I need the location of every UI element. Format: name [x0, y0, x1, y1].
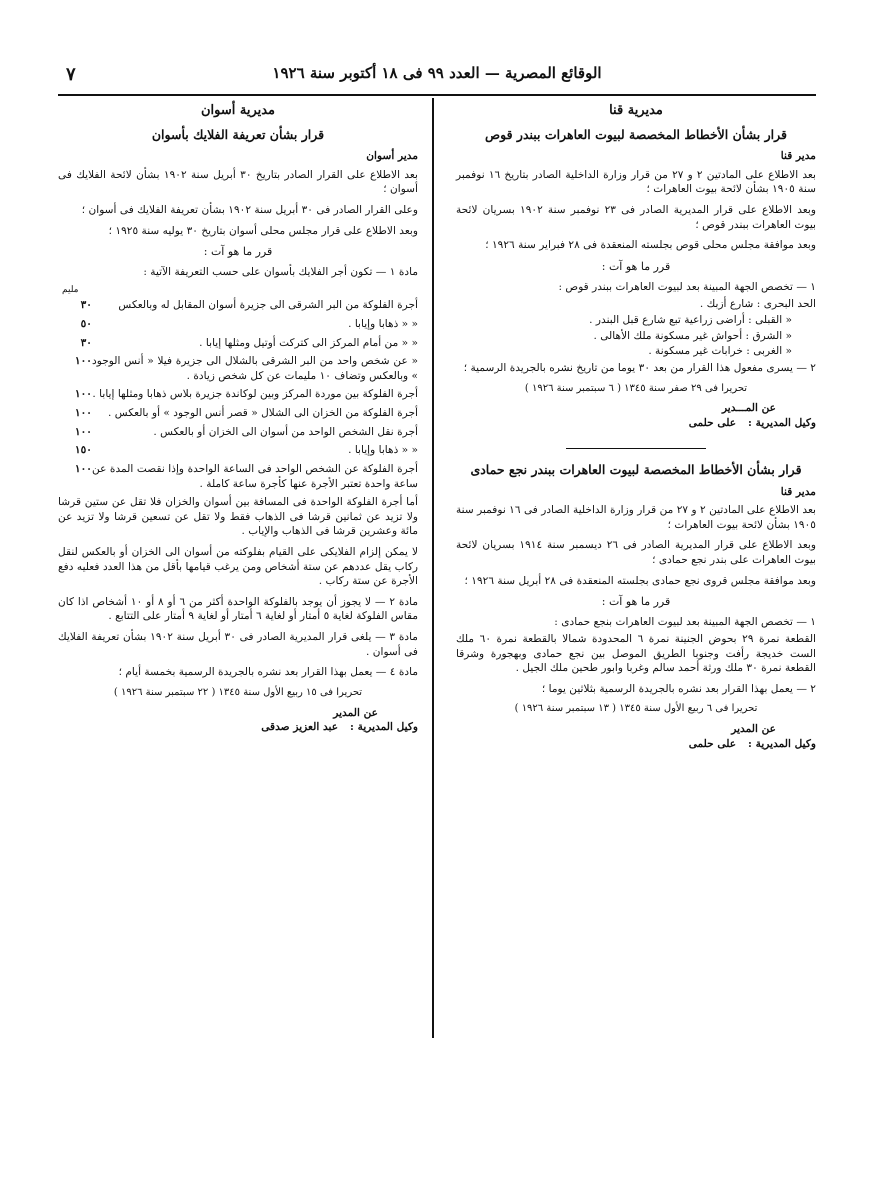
decree1-signature [456, 401, 816, 430]
right-column [456, 102, 816, 759]
tariff-row [58, 317, 418, 332]
decree1-preamble-2: وبعد الاطلاع على قرار المديرية الصادر فى ٢٣ نوفمبر سنة ١٩٠٢ بسريان لائحة بيوت العاهرات ببندر قوص ؛ [456, 204, 816, 231]
tariff-row [58, 298, 418, 313]
decree2-preamble-3: وبعد موافقة مجلس قروى نجع حمادى بجلسته المنعقدة فى ٢٨ أبريل سنة ١٩٢٦ ؛ [464, 574, 816, 587]
aswan-decree-title: قرار بشأن تعريفة الفلايك بأسوان [151, 126, 325, 142]
tariff-desc: أجرة الفلوكة عن الشخص الواحد فى الساعة الواحدة وإذا نقصت المدة عن ساعة واحدة تعتبر الأجرة عنها كأجرة ساعة كاملة . [92, 462, 418, 490]
tariff-price: ١٥٠ [74, 444, 92, 457]
aswan-article4: مادة ٤ — يعمل بهذا القرار بعد نشره بالجريدة الرسمية بخمسة أيام ؛ [118, 666, 418, 679]
column-divider [432, 98, 434, 1038]
tariff-desc: أجرة نقل الشخص الواحد من أسوان الى الخزان أو بالعكس . [153, 425, 418, 438]
decree1-title: قرار بشأن الأخطاط المخصصة لبيوت العاهرات ببندر قوص [485, 126, 787, 142]
aswan-para2: لا يمكن إلزام الفلايكى على القيام بفلوكته من أسوان الى الخزان أو بالعكس لنقل ركاب يقل عددهم عن ستة أشخاص ومن يرغب قيامها بأقل من هذا العدد فعليه دفع الأجرة عن ستة ركاب . [58, 545, 418, 588]
decree-separator [456, 439, 816, 454]
decree1-sig-role: وكيل المديرية : [748, 417, 816, 430]
decree2-title: قرار بشأن الأخطاط المخصصة لبيوت العاهرات ببندر نجع حمادى [470, 462, 802, 478]
aswan-article3: مادة ٣ — يلغى قرار المديرية الصادر فى ٣٠ أبريل سنة ١٩٠٢ بشأن تعريفة الفلايك فى أسوان . [58, 631, 418, 658]
aswan-date: تحريرا فى ١٥ ربيع الأول سنة ١٣٤٥ ( ٢٢ سبتمبر سنة ١٩٢٦ ) [113, 686, 363, 698]
left-column [58, 102, 418, 743]
tariff-desc: أجرة الفلوكة بين موردة المركز وبين لوكاندة جزيرة بلاس ذهابا ومثلها إيابا . [92, 388, 418, 401]
aswan-sig-name: عبد العزيز صدقى [261, 721, 339, 734]
aswan-decree-issuer: مدير أسوان [366, 150, 418, 163]
aswan-para1: أما أجرة الفلوكة الواحدة فى المسافة بين أسوان والخزان فلا تقل عن ستين قرشا ولا تزيد عن ثمانين قرشا فى الذهاب فقط ولا تقل عن تسعين قرشا ولا تزيد عن مائة وعشرين قرشا فى الذهاب والإياب . [58, 496, 418, 538]
decree2-preamble-2: وبعد الاطلاع على قرار المديرية الصادر فى ٢٦ ديسمبر سنة ١٩١٤ بسريان لائحة بيوت العاهرات على بندر نجع حمادى ؛ [456, 539, 816, 566]
decree1-article2: ٢ — يسرى مفعول هذا القرار من بعد ٣٠ يوما من تاريخ نشره بالجريدة الرسمية ؛ [463, 362, 816, 375]
tariff-row [58, 462, 418, 491]
tariff-desc: « « ذهابا وإيابا . [348, 444, 418, 457]
gazette-header-title: الوقائع المصرية — العدد ٩٩ فى ١٨ أكتوبر سنة ١٩٢٦ [272, 64, 602, 82]
decree1-preamble-3: وبعد موافقة مجلس محلى قوص بجلسته المنعقدة فى ٢٨ فبراير سنة ١٩٢٦ ؛ [485, 239, 816, 252]
decree1-sig-line2 [456, 416, 816, 431]
decree2-signature [456, 722, 816, 751]
tariff-price: ٣٠ [80, 299, 92, 312]
decree2-date: تحريرا فى ٦ ربيع الأول سنة ١٣٤٥ ( ١٣ سبتمبر سنة ١٩٢٦ ) [514, 703, 758, 715]
decree2-sig-line1: عن المدير [731, 723, 776, 736]
decree1-issuer: مدير قنا [780, 150, 816, 163]
decree2-sig-line2 [456, 737, 816, 752]
directorate-title-aswan: مديرية أسوان [200, 103, 276, 118]
tariff-desc: « « ذهابا وإيابا . [348, 318, 418, 331]
tariff-desc: « عن شخص واحد من البر الشرقى بالشلال الى جزيرة فيلا « أنس الوجود » وبالعكس وتضاف ١٠ مليمات عن كل شخص زيادة . [92, 355, 418, 382]
tariff-desc: « « من أمام المركز الى كتركت أوتيل ومثلها إيابا . [199, 336, 418, 349]
tariff-desc: أجرة الفلوكة من البر الشرقى الى جزيرة أسوان المقابل له وبالعكس [118, 299, 418, 312]
tariff-row [58, 443, 418, 458]
tariff-price: ٥٠ [80, 318, 92, 331]
decree2-sig-role: وكيل المديرية : [748, 737, 816, 750]
tariff-price: ١٠٠ [74, 388, 92, 401]
decree2-issuer: مدير قنا [780, 485, 816, 498]
aswan-preamble-3: وبعد الاطلاع على قرار مجلس محلى أسوان بتاريخ ٣٠ يوليه سنة ١٩٢٥ ؛ [108, 224, 418, 237]
decree1-bound-2: « الشرق : أحواش غير مسكونة ملك الأهالى . [593, 329, 792, 342]
decree2-article1-text: القطعة نمرة ٢٩ بحوض الجنينة نمرة ٦ المحدودة شمالا بالقطعة نمرة ٦٠ ملك الست خديجة رأفت وجنوبا الطريق الموصل بين نجع حمادى وبهجورة وشرقا القطعة نمرة ٣٠ ملك ورثة أحمد سالم وغربا وابور طحين ملك الجيل . [456, 632, 816, 675]
tariff-desc: أجرة الفلوكة من الخزان الى الشلال « قصر أنس الوجود » أو بالعكس . [108, 407, 418, 420]
aswan-sig-role: وكيل المديرية : [350, 721, 418, 734]
tariff-row [58, 387, 418, 402]
tariff-price: ١٠٠ [74, 355, 92, 368]
tariff-price: ١٠٠ [74, 462, 92, 475]
tariff-price: ١٠٠ [74, 425, 92, 438]
tariff-row [58, 354, 418, 383]
header-rule [58, 94, 816, 96]
page-header [58, 62, 816, 92]
page-number: ٧ [66, 64, 76, 85]
decree2-sig-name: على حلمى [688, 737, 737, 750]
decree1-sig-line1: عن المـــدير [721, 402, 776, 415]
aswan-article2: مادة ٢ — لا يجوز أن يوجد بالفلوكة الواحدة أكثر من ٦ أو ٨ أو ١٠ أشخاص اذا كان مقاس الفلوكة لغاية ٥ أمتار أو لغاية ٦ أمتار أو لغاية ٩ أمتار على التتابع . [58, 595, 419, 623]
decree1-decides: قرر ما هو آت : [601, 259, 671, 273]
decree2-decides: قرر ما هو آت : [601, 595, 671, 609]
decree1-date: تحريرا فى ٢٩ صفر سنة ١٣٤٥ ( ٦ سبتمبر سنة ١٩٢٦ ) [524, 382, 748, 394]
aswan-signature [58, 706, 418, 735]
tariff-price: ١٠٠ [74, 407, 92, 420]
aswan-sig-line1: عن المدير [333, 706, 378, 719]
directorate-title-qena: مديرية قنا [609, 103, 663, 118]
tariff-unit: مليم [62, 285, 79, 296]
decree2-article1: ١ — تخصص الجهة المبينة بعد لبيوت العاهرات بنجع حمادى : [554, 616, 816, 629]
decree2-preamble-1: بعد الاطلاع على المادتين ٢ و ٢٧ من قرار وزارة الداخلية الصادر فى ١٦ نوفمبر سنة ١٩٠٥ بشأن لائحة بيوت العاهرات ؛ [456, 504, 816, 531]
aswan-decides: قرر ما هو آت : [203, 245, 273, 259]
tariff-row [58, 406, 418, 421]
aswan-sig-line2 [58, 720, 418, 735]
decree1-bound-3: « الغربى : خرابات غير مسكونة . [648, 345, 792, 358]
decree1-bound-1: « القبلى : أراضى زراعية تبع شارع قبل البندر . [589, 314, 792, 327]
decree1-preamble-1: بعد الاطلاع على المادتين ٢ و ٢٧ من قرار وزارة الداخلية الصادر بتاريخ ١٦ نوفمبر سنة ١٩٠٥ بشأن لائحة بيوت العاهرات ؛ [456, 168, 816, 196]
decree2-article2: ٢ — يعمل بهذا القرار بعد نشره بالجريدة الرسمية بثلاثين يوما ؛ [541, 682, 816, 695]
aswan-preamble-2: وعلى القرار الصادر فى ٣٠ أبريل سنة ١٩٠٢ بشأن تعريفة الفلايك فى أسوان ؛ [81, 204, 418, 217]
aswan-preamble-1: بعد الاطلاع على القرار الصادر بتاريخ ٣٠ أبريل سنة ١٩٠٢ بشأن لائحة الفلايك فى أسوان ؛ [58, 168, 418, 196]
tariff-row [58, 425, 418, 440]
aswan-article1: مادة ١ — تكون أجر الفلايك بأسوان على حسب التعريفة الآتية : [143, 266, 418, 279]
gazette-page [58, 40, 816, 1000]
decree1-article1: ١ — تخصص الجهة المبينة بعد لبيوت العاهرات ببندر قوص : [558, 281, 816, 294]
decree1-sig-name: على حلمى [688, 417, 737, 430]
tariff-row [58, 336, 418, 351]
tariff-price: ٣٠ [80, 336, 92, 349]
tariff-table [58, 284, 418, 491]
decree1-bounds-title: الحد البحرى : شارع أزبك . [699, 297, 816, 310]
